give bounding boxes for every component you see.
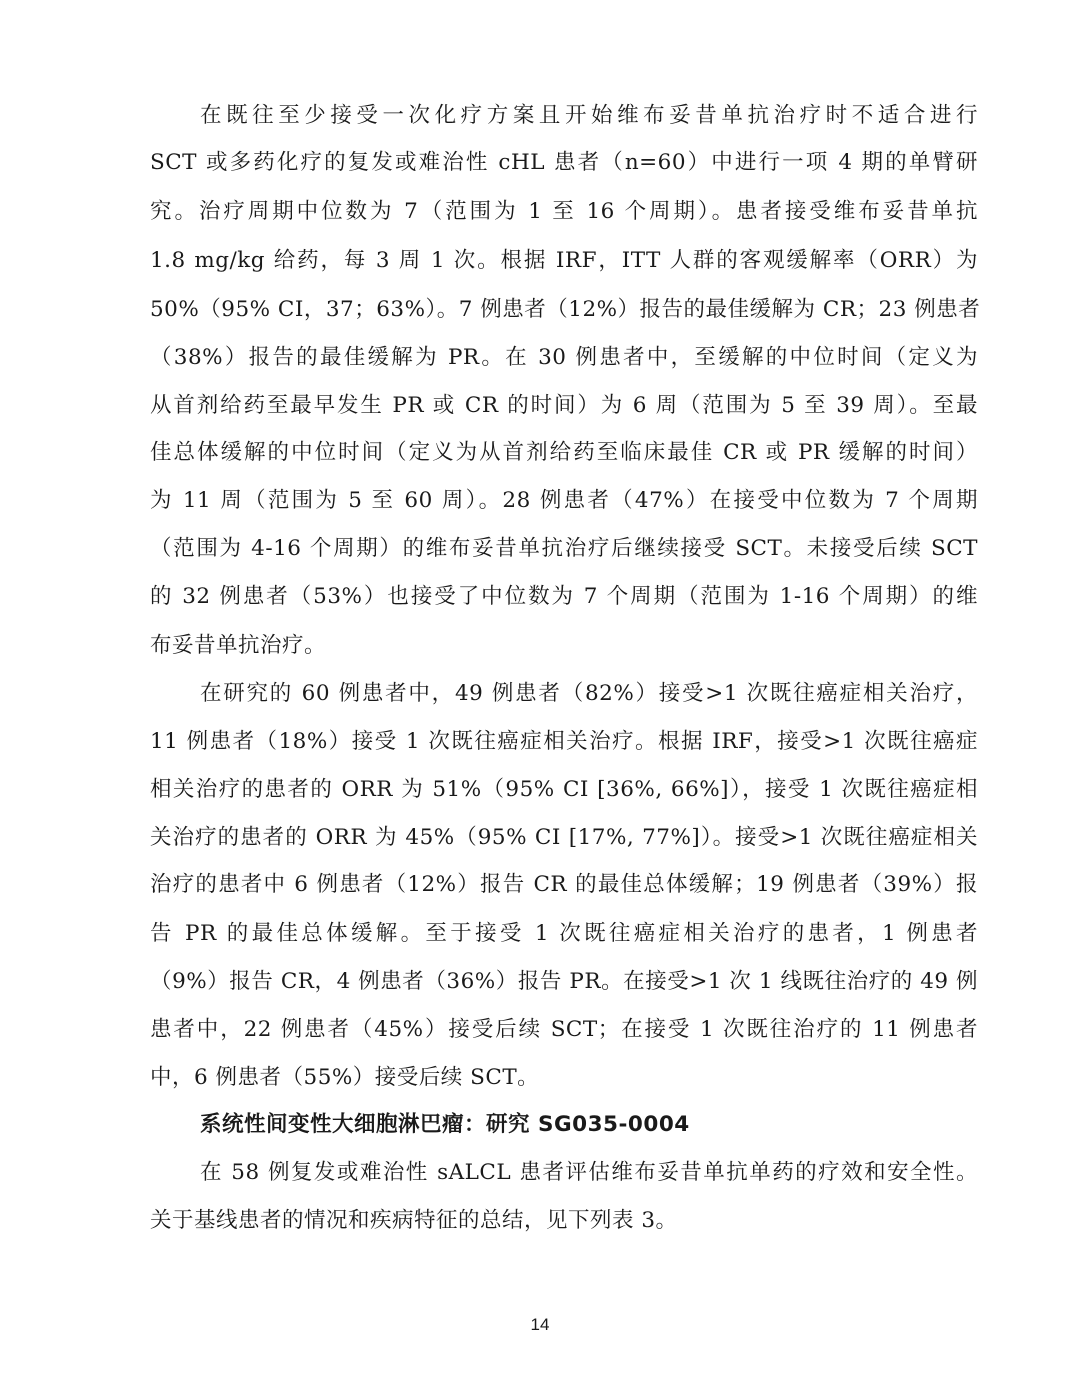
page-number: 14 [530, 1315, 550, 1334]
paragraph-line: 1.8 mg/kg 给药，每 3 周 1 次。根据 IRF，ITT 人群的客观缓解率（ORR）为 [150, 248, 978, 273]
paragraph-line: 11 例患者（18%）接受 1 次既往癌症相关治疗。根据 IRF，接受>1 次既往癌症 [150, 729, 978, 754]
section-heading: 系统性间变性大细胞淋巴瘤：研究 SG035-0004 [200, 1112, 690, 1137]
paragraph-line: 的 32 例患者（53%）也接受了中位数为 7 个周期（范围为 1-16 个周期）的维 [150, 584, 978, 609]
paragraph-line: 在既往至少接受一次化疗方案且开始维布妥昔单抗治疗时不适合进行 [200, 103, 978, 128]
paragraph-line: 50%（95% CI，37；63%）。7 例患者（12%）报告的最佳缓解为 CR；23 例患者 [150, 297, 981, 322]
paragraph-line: 患者中，22 例患者（45%）接受后续 SCT；在接受 1 次既往治疗的 11 例患者 [150, 1017, 978, 1042]
paragraph-line: （9%）报告 CR，4 例患者（36%）报告 PR。在接受>1 次 1 线既往治疗的 49 例 [150, 969, 978, 994]
paragraph-line: 治疗的患者中 6 例患者（12%）报告 CR 的最佳总体缓解；19 例患者（39%）报 [150, 872, 978, 897]
paragraph-line: 在研究的 60 例患者中，49 例患者（82%）接受>1 次既往癌症相关治疗， [200, 681, 978, 706]
paragraph-line: SCT 或多药化疗的复发或难治性 cHL 患者（n=60）中进行一项 4 期的单臂研 [150, 150, 978, 175]
paragraph-line: 关于基线患者的情况和疾病特征的总结，见下列表 3。 [150, 1208, 678, 1233]
paragraph-line: （范围为 4-16 个周期）的维布妥昔单抗治疗后继续接受 SCT。未接受后续 SCT [150, 536, 978, 561]
paragraph-line: 为 11 周（范围为 5 至 60 周）。28 例患者（47%）在接受中位数为 7 个周期 [150, 488, 978, 513]
paragraph-line: 布妥昔单抗治疗。 [150, 633, 327, 658]
paragraph-line: 关治疗的患者的 ORR 为 45%（95% CI [17%, 77%]）。接受>1 次既往癌症相关 [150, 825, 978, 850]
paragraph-line: 究。治疗周期中位数为 7（范围为 1 至 16 个周期）。患者接受维布妥昔单抗 [150, 199, 978, 224]
paragraph-line: 在 58 例复发或难治性 sALCL 患者评估维布妥昔单抗单药的疗效和安全性。 [200, 1160, 978, 1185]
paragraph-line: 从首剂给药至最早发生 PR 或 CR 的时间）为 6 周（范围为 5 至 39 周）。至最 [150, 393, 978, 418]
paragraph-line: （38%）报告的最佳缓解为 PR。在 30 例患者中，至缓解的中位时间（定义为 [150, 345, 978, 370]
paragraph-line: 中，6 例患者（55%）接受后续 SCT。 [150, 1065, 540, 1090]
paragraph-line: 告 PR 的最佳总体缓解。至于接受 1 次既往癌症相关治疗的患者，1 例患者 [150, 921, 978, 946]
paragraph-line: 相关治疗的患者的 ORR 为 51%（95% CI [36%, 66%]），接受 1 次既往癌症相 [150, 777, 978, 802]
paragraph-line: 佳总体缓解的中位时间（定义为从首剂给药至临床最佳 CR 或 PR 缓解的时间） [150, 440, 978, 465]
